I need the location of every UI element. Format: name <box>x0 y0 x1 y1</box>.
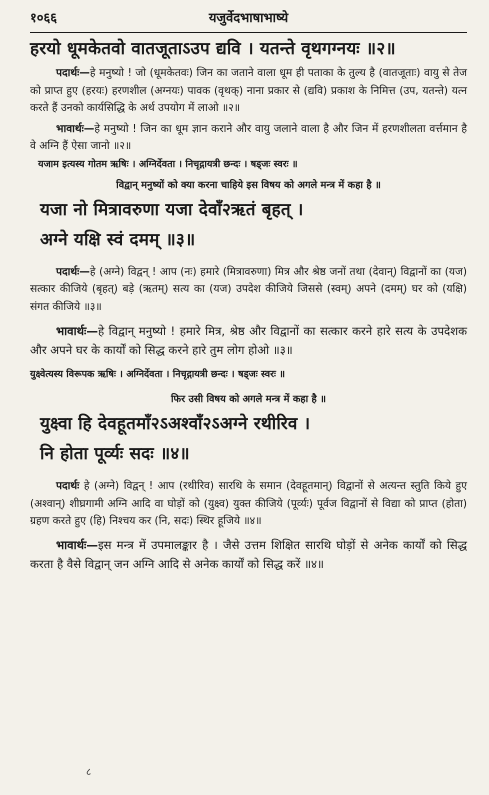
padartha-text: हे (अग्ने) विद्वन् ! आप (रथीरिव) सारथि के समान (देवहूतमान्) विद्वानों से अत्यन्त स्तुति किये हुए (अश्वान्) शीघ्रगामी अग्नि आदि वा घोड़ों को (युक्ष्व) युक्त कीजिये (पूर्व्यः) पूर्वज विद्वानों से विद्या को प्राप्त (होता) ग्रहण करते हुए (हि) निश्चय कर (नि, सदः) स्थिर हूजिये ॥४॥ <box>30 480 467 527</box>
footer-mark: ८ <box>86 767 92 778</box>
mantra-3-line-1: यजा नो मित्रावरुणा यजा देवाँ२ऋतं बृहत् । <box>40 199 304 220</box>
bhavartha-3 <box>30 322 467 360</box>
bhavartha-text: इस मन्त्र में उपमालङ्कार है । जैसे उत्तम शिक्षित सारथि घोड़ों से अनेक कार्यों को सिद्ध करता है वैसे विद्वान् जन अग्नि आदि से अनेक कार्यों को सिद्ध करें ॥४॥ <box>30 537 467 571</box>
padartha-4 <box>30 478 467 531</box>
rishi-line-3: यजाम इत्यस्य गोतम ऋषिः । अग्निर्देवता । निचृद्गायत्री छन्दः । षड्जः स्वरः ॥ <box>38 158 298 170</box>
intro-line-3: विद्वान् मनुष्यों को क्या करना चाहिये इस विषय को अगले मन्त्र में कहा है ॥ <box>116 179 381 191</box>
padartha-label: पदार्थः— <box>56 67 90 79</box>
bhavartha-text: हे विद्वान् मनुष्यो ! हमारे मित्र, श्रेष्ठ और विद्वानों का सत्कार करने हारे सत्य के उपदेशक और अपने घर के कार्यों को सिद्ध करने हारे तुम लोग होओ ॥३॥ <box>30 324 467 357</box>
padartha-text: हे मनुष्यो ! जो (धूमकेतवः) जिन का जताने वाला धूम ही पताका के तुल्य है (वातजूताः) वायु से तेज को प्राप्त हुए (हरयः) हरणशील (अग्नयः) पावक (वृथक्) नाना प्रकार से (द्यवि) प्रकाश के निमित्त (उप, यतन्ते) यत्न करते हैं उनको कार्यसिद्धि के अर्थ उपयोग में लाओ ॥२॥ <box>30 67 467 114</box>
rishi-line-4: युक्ष्वेत्यस्य विरूपक ऋषिः । अग्निर्देवता । निचृद्गायत्री छन्दः । षड्जः स्वरः ॥ <box>30 369 286 380</box>
bhavartha-2 <box>30 121 467 156</box>
bhavartha-label: भावार्थः— <box>56 324 98 338</box>
bhavartha-4 <box>30 536 467 574</box>
padartha-3 <box>30 264 467 317</box>
padartha-text: हे (अग्ने) विद्वन् ! आप (नः) हमारे (मित्रावरुणा) मित्र और श्रेष्ठ जनों तथा (देवान्) विद्वानों का (यज) सत्कार कीजिये (बृहत्) बड़े (ऋतम्) सत्य का (यज) उपदेश कीजिये जिससे (स्वम्) अपने (दमम्) घर को (यक्षि) संगत कीजिये ॥३॥ <box>30 265 467 313</box>
running-title: यजुर्वेदभाषाभाष्ये <box>208 11 289 26</box>
padartha-label: पदार्थः <box>56 480 80 492</box>
mantra-4-line-1: युक्ष्वा हि देवहूतमाँ२ऽअश्वाँ२ऽअग्ने रथीरिव । <box>40 414 311 434</box>
intro-line-4: फिर उसी विषय को अगले मन्त्र में कहा है ॥ <box>171 394 326 405</box>
bhavartha-label: भावार्थः— <box>56 122 95 135</box>
padartha-2 <box>30 65 467 118</box>
mantra-2: हरयो धूमकेतवो वातजूताऽउप द्यवि । यतन्ते वृथगग्नयः ॥२॥ <box>30 39 396 59</box>
page-header <box>30 8 467 33</box>
page-number: १०६६ <box>30 11 58 26</box>
bhavartha-text: हे मनुष्यो ! जिन का धूम ज्ञान कराने और वायु जलाने वाला है और जिन में हरणशीलता वर्त्तमान है वे अग्नि हैं ऐसा जानो ॥२॥ <box>30 122 467 152</box>
mantra-4-line-2: नि होता पूर्व्यः सदः ॥४॥ <box>40 444 190 464</box>
padartha-label: पदार्थः— <box>56 265 90 278</box>
bhavartha-label: भावार्थः— <box>56 537 98 552</box>
mantra-3-line-2: अग्ने यक्षि स्वं दमम् ॥३॥ <box>40 229 196 250</box>
